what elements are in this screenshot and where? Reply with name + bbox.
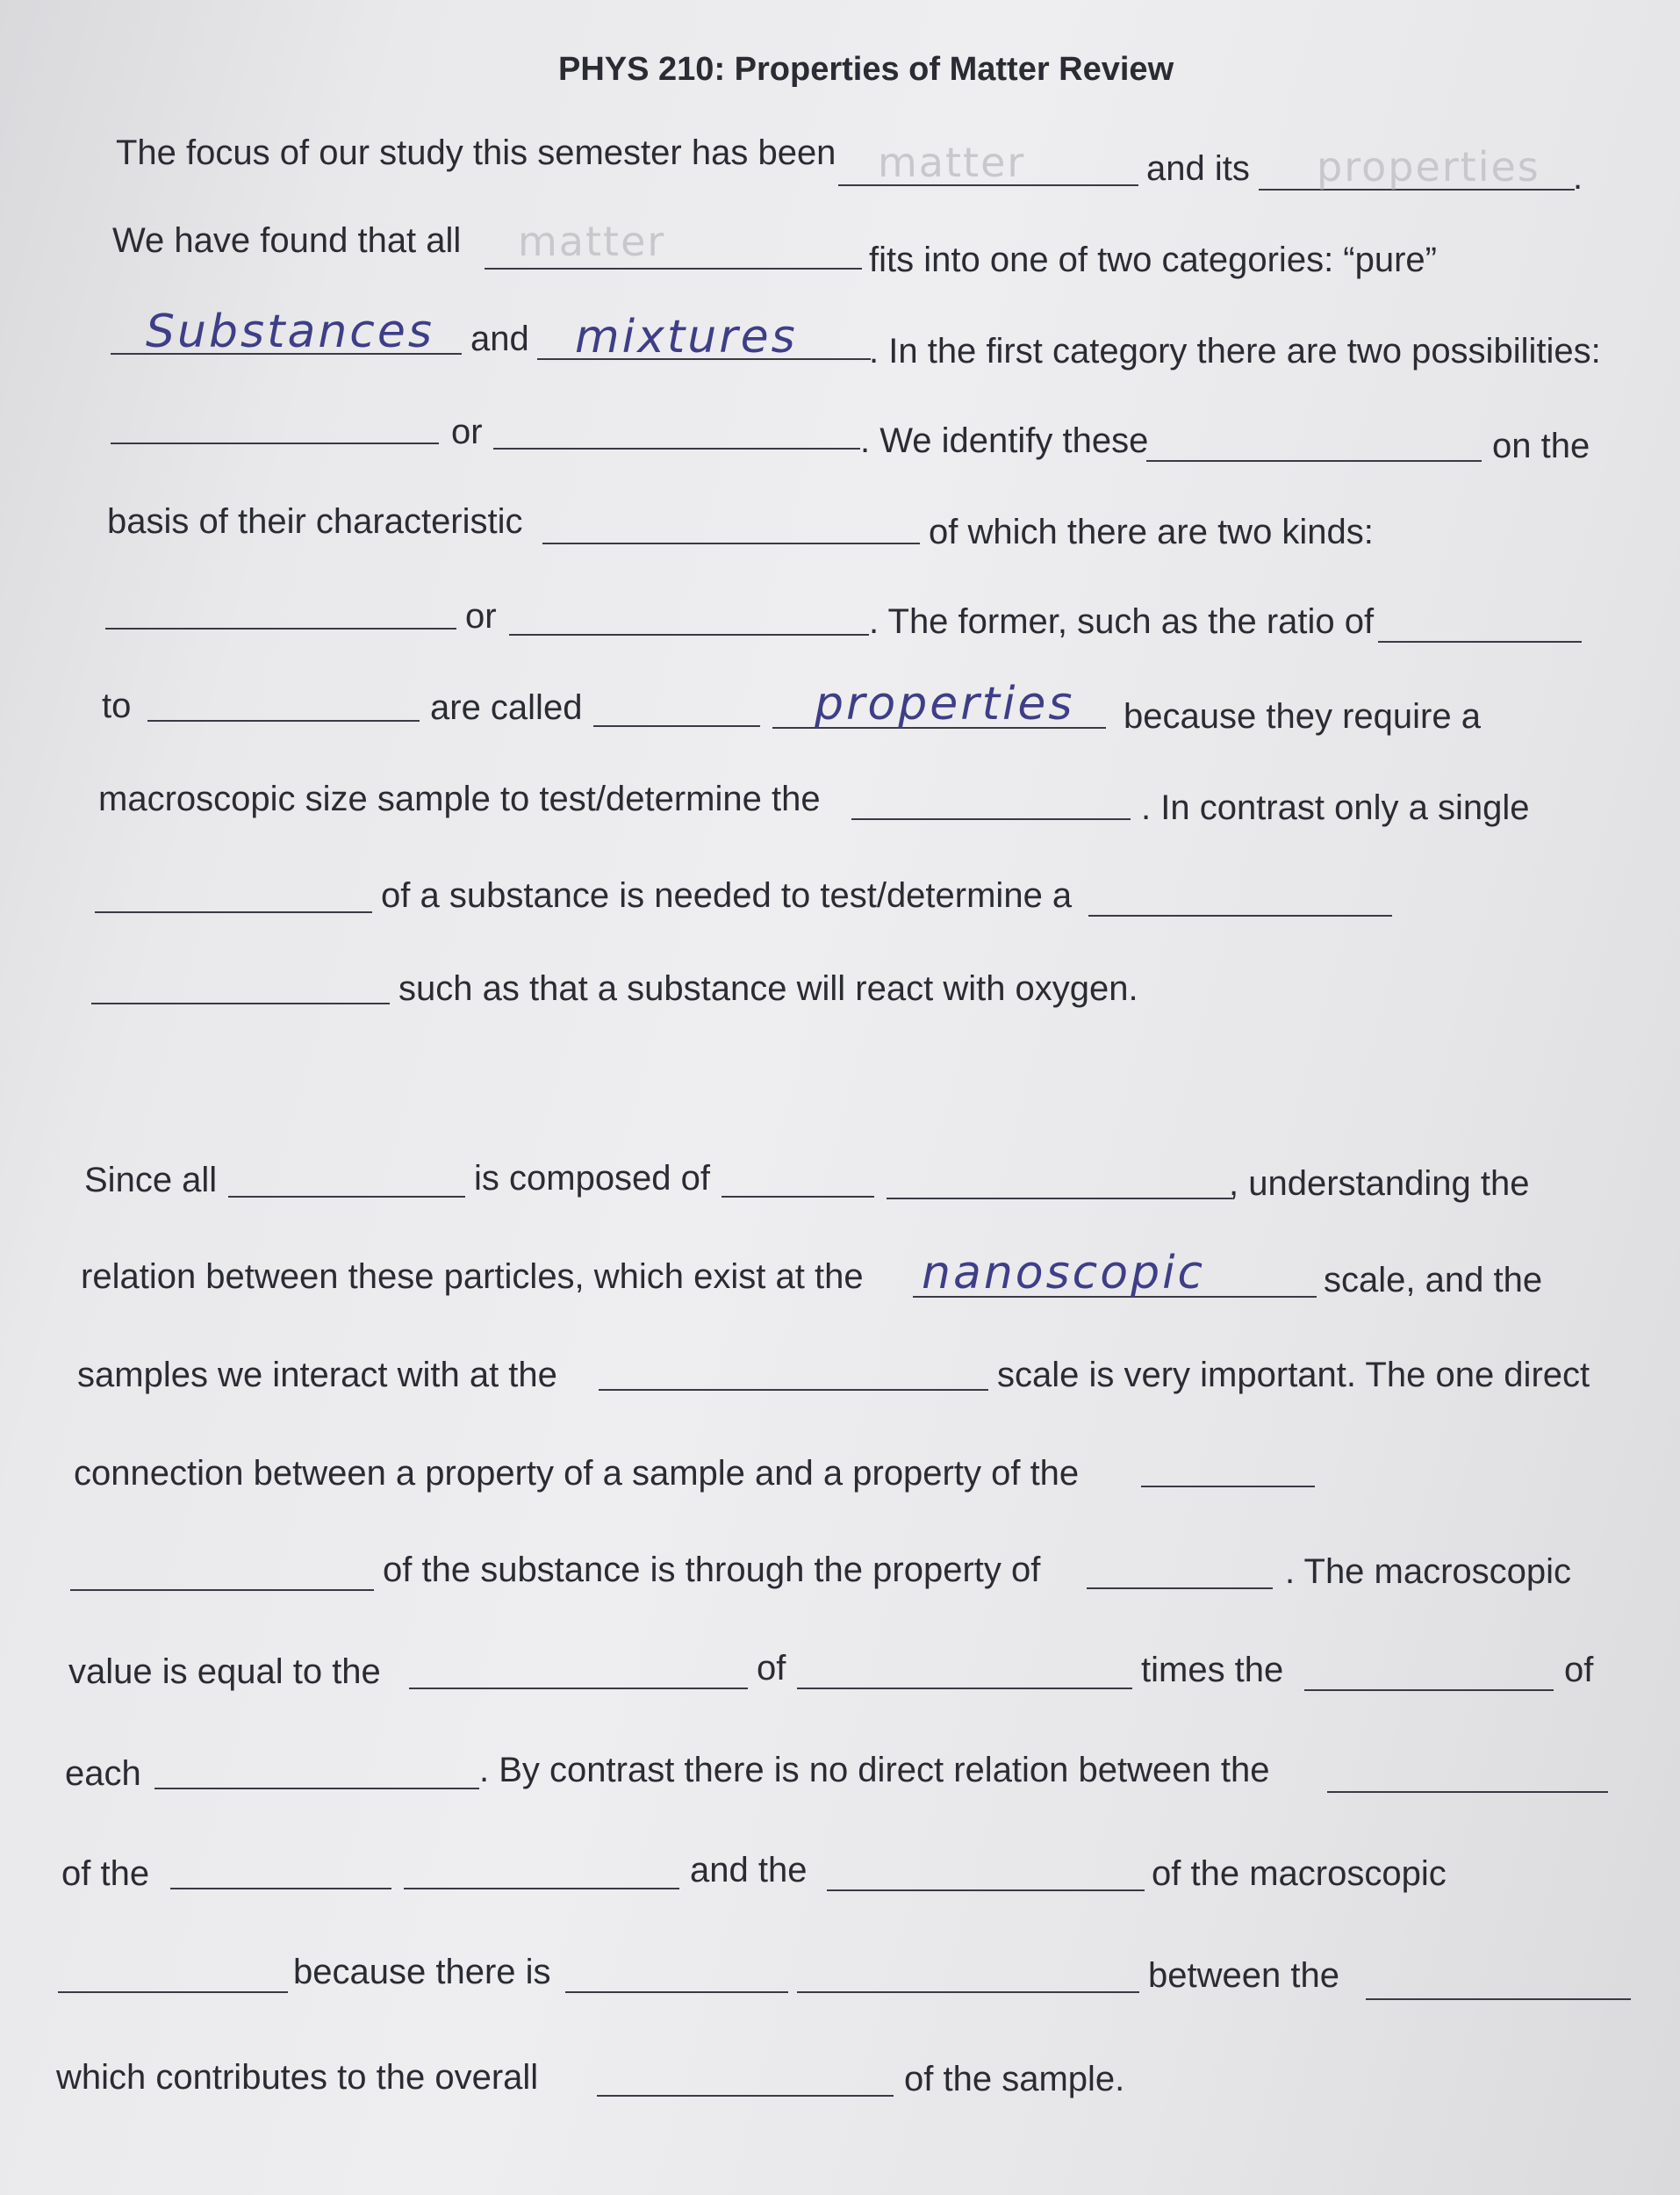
blank-3[interactable] (485, 268, 862, 270)
blank-11[interactable] (509, 634, 869, 636)
text-line-12a: relation between these particles, which exist at the (81, 1257, 864, 1296)
text-line-9a: of a substance is needed to test/determine a (381, 876, 1073, 915)
blank-24[interactable] (599, 1389, 988, 1391)
text-line-5b: of which there are two kinds: (929, 513, 1374, 551)
handwritten-substances: Substances (146, 306, 434, 358)
text-line-6a: or (465, 597, 497, 636)
worksheet-title: PHYS 210: Properties of Matter Review (558, 51, 1174, 88)
text-line-2a: We have found that all (112, 221, 462, 260)
text-line-13a: samples we interact with at the (77, 1356, 557, 1394)
blank-29[interactable] (797, 1688, 1132, 1689)
blank-38[interactable] (797, 1991, 1139, 1993)
blank-14[interactable] (593, 725, 760, 727)
blank-34[interactable] (404, 1888, 679, 1889)
text-line-8b: . In contrast only a single (1141, 788, 1530, 827)
text-line-7c: because they require a (1124, 697, 1481, 736)
blank-6[interactable] (111, 443, 439, 444)
blank-39[interactable] (1366, 1998, 1631, 2000)
blank-22[interactable] (887, 1198, 1232, 1199)
handwritten-properties: properties (815, 678, 1075, 730)
text-line-5a: basis of their characteristic (107, 502, 523, 541)
text-line-13b: scale is very important. The one direct (997, 1356, 1590, 1394)
text-line-3a: and (470, 320, 529, 358)
blank-19[interactable] (91, 1003, 390, 1004)
text-line-11b: is composed of (474, 1159, 711, 1198)
text-line-4a: or (451, 413, 483, 451)
blank-13[interactable] (147, 720, 420, 722)
text-line-16c: times the (1141, 1651, 1284, 1689)
handwritten-mixtures: mixtures (575, 311, 798, 363)
blank-16[interactable] (851, 818, 1131, 820)
blank-12[interactable] (1378, 641, 1582, 643)
text-line-16b: of (757, 1649, 786, 1688)
text-line-19b: between the (1148, 1956, 1339, 1995)
text-line-8a: macroscopic size sample to test/determine the (98, 780, 821, 818)
blank-35[interactable] (827, 1889, 1145, 1891)
blank-32[interactable] (1327, 1791, 1608, 1793)
blank-36[interactable] (58, 1991, 288, 1993)
blank-40[interactable] (597, 2095, 894, 2097)
text-line-18c: of the macroscopic (1152, 1854, 1447, 1893)
text-line-7a: to (102, 687, 132, 725)
text-line-3b: . In the first category there are two possibilities: (869, 332, 1601, 371)
blank-17[interactable] (95, 911, 372, 913)
text-line-4c: on the (1492, 427, 1590, 465)
blank-20[interactable] (228, 1196, 465, 1198)
text-line-4b: . We identify these (860, 421, 1149, 460)
blank-9[interactable] (542, 543, 920, 544)
blank-33[interactable] (170, 1888, 391, 1889)
text-line-1c: . (1573, 158, 1583, 197)
text-line-1a: The focus of our study this semester has been (116, 133, 836, 172)
blank-28[interactable] (409, 1688, 748, 1689)
text-line-15a: of the substance is through the property of (383, 1551, 1041, 1589)
text-line-7b: are called (430, 688, 583, 727)
handwritten-nanoscopic: nanoscopic (922, 1247, 1206, 1299)
text-line-18b: and the (690, 1851, 808, 1889)
text-line-20a: which contributes to the overall (56, 2058, 539, 2097)
blank-8[interactable] (1146, 460, 1482, 462)
text-line-11c: , understanding the (1229, 1164, 1530, 1203)
blank-7[interactable] (493, 448, 860, 450)
faint-properties-1: properties (1317, 143, 1540, 191)
text-line-18a: of the (61, 1854, 150, 1893)
text-line-20b: of the sample. (904, 2060, 1125, 2098)
text-line-12b: scale, and the (1324, 1261, 1543, 1299)
blank-37[interactable] (565, 1991, 788, 1993)
faint-matter-2: matter (518, 218, 666, 265)
text-line-17a: each (65, 1754, 141, 1793)
blank-31[interactable] (154, 1788, 479, 1789)
blank-27[interactable] (1087, 1587, 1273, 1589)
text-line-14a: connection between a property of a sample and a property of the (74, 1454, 1080, 1493)
blank-10[interactable] (105, 628, 456, 630)
blank-21[interactable] (722, 1196, 874, 1198)
text-line-1b: and its (1146, 149, 1250, 188)
text-line-19a: because there is (293, 1953, 551, 1991)
text-line-11a: Since all (84, 1161, 218, 1199)
blank-26[interactable] (70, 1589, 374, 1591)
text-line-2b: fits into one of two categories: “pure” (869, 241, 1437, 279)
text-line-6b: . The former, such as the ratio of (869, 602, 1375, 641)
blank-30[interactable] (1304, 1689, 1554, 1691)
text-line-17b: . By contrast there is no direct relation between the (479, 1751, 1270, 1789)
text-line-10a: such as that a substance will react with oxygen. (398, 969, 1138, 1008)
blank-25[interactable] (1141, 1486, 1315, 1487)
text-line-16a: value is equal to the (68, 1652, 381, 1691)
text-line-15b: . The macroscopic (1285, 1552, 1572, 1591)
faint-matter-1: matter (878, 139, 1026, 186)
text-line-16d: of (1564, 1651, 1594, 1689)
blank-18[interactable] (1088, 915, 1392, 917)
